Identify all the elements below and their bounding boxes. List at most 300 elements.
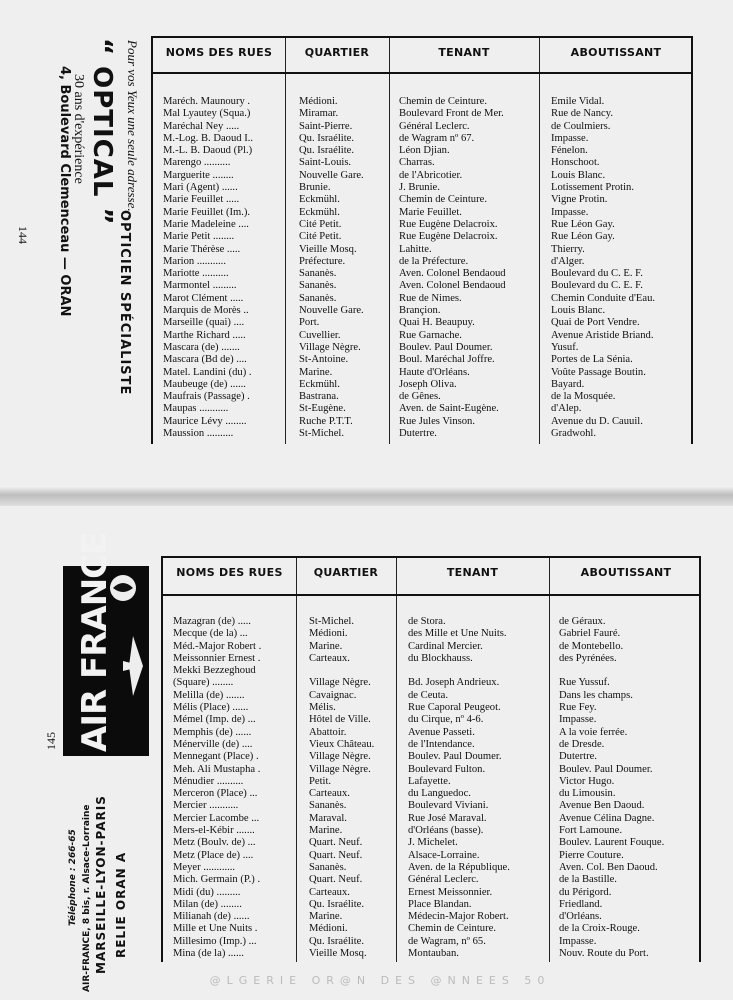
cell-aboutissant: Quai de Port Vendre. <box>551 317 640 329</box>
cell-tenant: Dutertre. <box>399 428 437 440</box>
page-145 <box>0 506 733 1000</box>
table-row <box>153 244 691 256</box>
cell-tenant: Rue Eugène Delacroix. <box>399 231 498 243</box>
cell-tenant: Aven. de la République. <box>408 861 510 873</box>
cell-quartier: Village Nègre. <box>299 341 361 353</box>
table-row <box>163 837 699 849</box>
cell-nom: Maubeuge (de) ...... <box>163 378 246 390</box>
header-quartier: QUARTIER <box>313 566 379 579</box>
table-row <box>163 899 699 911</box>
table-row <box>163 850 699 862</box>
cell-nom: Marie Feuillet ..... <box>163 194 240 206</box>
cell-aboutissant: de la Bastille. <box>559 874 617 886</box>
cell-aboutissant: de Géraux. <box>559 616 606 627</box>
table-row <box>153 330 691 342</box>
cell-nom: Mari (Agent) ...... <box>163 182 238 194</box>
cell-tenant: de Wagram, nº 65. <box>408 935 486 947</box>
cell-quartier: Sananès. <box>299 268 337 280</box>
cell-quartier: Nouvelle Gare. <box>299 169 364 181</box>
cell-nom: Memphis (de) ...... <box>173 726 252 738</box>
cell-nom: Mille et Une Nuits . <box>173 923 258 935</box>
table-row <box>163 887 699 899</box>
table-row <box>153 121 691 133</box>
cell-aboutissant: Boulevard du C. E. F. <box>551 268 643 280</box>
cell-nom: Marguerite ........ <box>163 169 234 181</box>
cell-nom: Matel. Landini (du) . <box>163 366 252 378</box>
cell-aboutissant: Rue Yussuf. <box>559 677 610 689</box>
cell-aboutissant: Avenue Ben Daoud. <box>559 800 645 812</box>
cell-quartier: Eckmühl. <box>299 206 340 218</box>
cell-nom: Marot Clément ..... <box>163 292 244 304</box>
cell-aboutissant: Gradwohl. <box>551 428 597 440</box>
cell-quartier: Vieille Mosq. <box>309 948 367 960</box>
table-row <box>153 231 691 243</box>
cell-nom: Ménerville (de) .... <box>173 738 253 750</box>
cell-aboutissant: Emile Vidal. <box>551 96 605 107</box>
cell-tenant: Boul. Maréchal Joffre. <box>399 354 495 366</box>
cell-quartier: Qu. Israélite. <box>309 898 365 910</box>
cell-tenant: Chemin de Ceinture. <box>399 194 487 206</box>
cell-tenant: Aven. de Saint-Eugène. <box>399 403 499 415</box>
cell-nom: Mennegant (Place) . <box>173 751 259 763</box>
cell-tenant: de l'Intendance. <box>408 738 475 750</box>
cell-aboutissant: Impasse. <box>551 132 589 144</box>
cell-quartier: Sananès. <box>299 280 337 292</box>
cell-quartier: Petit. <box>309 775 332 787</box>
cell-quartier: Vieux Château. <box>309 738 375 750</box>
table-row <box>163 616 699 628</box>
table-row <box>163 800 699 812</box>
cell-aboutissant: Louis Blanc. <box>551 169 606 181</box>
cell-quartier: Sananès. <box>309 800 347 812</box>
cell-aboutissant: Gabriel Fauré. <box>559 628 621 640</box>
cell-quartier: Cavaignac. <box>309 689 357 701</box>
cell-tenant: J. Michelet. <box>408 837 458 849</box>
cell-quartier: Port. <box>299 317 320 329</box>
cell-quartier: Maraval. <box>309 812 347 824</box>
cell-tenant: de Ceuta. <box>408 689 449 701</box>
cell-aboutissant: Rue Léon Gay. <box>551 218 615 230</box>
cell-nom: Mers-el-Kébir ....... <box>173 825 255 837</box>
cell-quartier: Carteaux. <box>309 652 350 664</box>
cell-nom: Maréch. Maunoury . <box>163 96 251 107</box>
cell-quartier: Cité Petit. <box>299 218 342 230</box>
cell-tenant: Boulevard Fulton. <box>408 763 486 775</box>
cell-aboutissant: Yusuf. <box>551 341 579 353</box>
cell-quartier: Miramar. <box>299 108 339 120</box>
table-row <box>153 305 691 317</box>
cell-tenant: Aven. Colonel Bendaoud <box>399 280 506 292</box>
cell-aboutissant: de la Croix-Rouge. <box>559 923 640 935</box>
cell-aboutissant: Dutertre. <box>559 751 597 763</box>
cell-tenant: du Cirque, nº 4-6. <box>408 714 484 726</box>
cell-aboutissant: A la voie ferrée. <box>559 726 628 738</box>
streets-table <box>161 556 701 962</box>
cell-quartier: Village Nègre. <box>309 677 371 689</box>
table-row <box>163 628 699 640</box>
cell-tenant: Rue Jules Vinson. <box>399 415 475 427</box>
cell-tenant: Rue Garnache. <box>399 329 462 341</box>
cell-tenant: d'Orléans (basse). <box>408 825 484 837</box>
table-row <box>153 280 691 292</box>
cell-tenant: Ernest Meissonnier. <box>408 886 493 898</box>
cell-nom: Mélis (Place) ...... <box>173 702 249 714</box>
cell-quartier: Mélis. <box>309 702 336 714</box>
page-number: 145 <box>44 732 58 750</box>
cell-nom: Merceron (Place) ... <box>173 788 258 800</box>
cell-tenant: du Languedoc. <box>408 788 471 800</box>
header-noms: NOMS DES RUES <box>176 566 283 579</box>
ad-line2: MARSEILLE-LYON-PARIS <box>94 795 108 974</box>
cell-nom: Milianah (de) ...... <box>173 911 250 923</box>
page-144 <box>0 0 733 486</box>
cell-tenant: Lafayette. <box>408 775 451 787</box>
cell-aboutissant: Aven. Col. Ben Daoud. <box>559 861 658 873</box>
cell-aboutissant: Rue Léon Gay. <box>551 231 615 243</box>
table-row <box>153 157 691 169</box>
cell-quartier: Vieille Mosq. <box>299 243 357 255</box>
table-row <box>163 923 699 935</box>
cell-aboutissant: Fort Lamoune. <box>559 825 622 837</box>
cell-aboutissant: Thierry. <box>551 243 585 255</box>
cell-quartier: Abattoir. <box>309 726 347 738</box>
cell-tenant: de Wagram nº 67. <box>399 132 475 144</box>
cell-quartier: Marine. <box>309 640 343 652</box>
cell-nom: Marmontel ......... <box>163 280 237 292</box>
table-row <box>153 207 691 219</box>
cell-nom: Meissonnier Ernest . <box>173 652 261 664</box>
table-row <box>163 862 699 874</box>
cell-tenant: Place Blandan. <box>408 898 472 910</box>
cell-tenant: Rue Eugène Delacroix. <box>399 218 498 230</box>
table-row <box>153 133 691 145</box>
cell-tenant: Marie Feuillet. <box>399 206 462 218</box>
cell-tenant: Chemin de Ceinture. <box>408 923 496 935</box>
cell-nom: Meyer ............ <box>173 861 236 873</box>
table-row <box>153 145 691 157</box>
cell-tenant: de Stora. <box>408 616 446 627</box>
cell-quartier: Médioni. <box>309 628 348 640</box>
cell-quartier: Cité Petit. <box>299 231 342 243</box>
cell-nom: Mecque (de la) ... <box>173 628 248 640</box>
cell-aboutissant: de la Mosquée. <box>551 391 616 403</box>
page-fold <box>0 486 733 506</box>
table-row <box>163 727 699 739</box>
cell-tenant: Général Leclerc. <box>408 874 479 886</box>
cell-nom: Maussion .......... <box>163 428 234 440</box>
cell-quartier: Qu. Israélite. <box>309 935 365 947</box>
cell-aboutissant: Louis Blanc. <box>551 305 606 317</box>
cell-tenant: Général Leclerc. <box>399 120 470 132</box>
table-row <box>163 776 699 788</box>
cell-tenant: Rue de Nimes. <box>399 292 462 304</box>
ad-experience: 30 ans d'expérience <box>71 74 86 184</box>
cell-nom: Midi (du) ......... <box>173 886 241 898</box>
cell-tenant: Charras. <box>399 157 435 169</box>
header-tenant: TENANT <box>438 46 490 59</box>
cell-nom: M.-Log. B. Daoud I.. <box>163 132 254 144</box>
table-row <box>153 293 691 305</box>
table-row <box>153 170 691 182</box>
table-row <box>153 391 691 403</box>
table-row <box>153 182 691 194</box>
cell-nom: Mazagran (de) ..... <box>173 616 251 627</box>
ad-brand: “ OPTICAL ” <box>87 38 117 226</box>
cell-quartier: Nouvelle Gare. <box>299 305 364 317</box>
cell-nom: Meh. Ali Mustapha . <box>173 763 261 775</box>
table-row <box>163 788 699 800</box>
cell-tenant: du Blockhauss. <box>408 652 473 664</box>
cell-aboutissant: du Périgord. <box>559 886 612 898</box>
cell-aboutissant: Boulevard du C. E. F. <box>551 280 643 292</box>
cell-quartier: Quart. Neuf. <box>309 874 363 886</box>
cell-quartier: Qu. Israélite. <box>299 132 355 144</box>
cell-tenant: Rue Caporal Peugeot. <box>408 702 501 714</box>
ad-phone: Téléphone : 266-65 <box>68 829 78 926</box>
cell-nom: M.-L. B. Daoud (Pl.) <box>163 145 253 157</box>
cell-tenant: Cardinal Mercier. <box>408 640 483 652</box>
table-row <box>163 813 699 825</box>
cell-tenant: Rue José Maraval. <box>408 812 487 824</box>
cell-quartier: St-Eugène. <box>299 403 346 415</box>
cell-aboutissant: des Pyrénées. <box>559 652 617 664</box>
cell-quartier: Préfecture. <box>299 255 346 267</box>
cell-quartier: Eckmühl. <box>299 194 340 206</box>
cell-nom: Marie Petit ........ <box>163 231 235 243</box>
cell-quartier: Brunie. <box>299 182 331 194</box>
cell-tenant: Avenue Passeti. <box>408 726 475 738</box>
cell-quartier: St-Michel. <box>299 428 345 440</box>
cell-aboutissant: Boulev. Laurent Fouque. <box>559 837 665 849</box>
table-row <box>153 194 691 206</box>
cell-nom: Marion ........... <box>163 255 226 267</box>
cell-tenant: Quai H. Beaupuy. <box>399 317 475 329</box>
table-row <box>153 317 691 329</box>
table-row <box>163 677 699 689</box>
header-noms: NOMS DES RUES <box>165 46 273 59</box>
cell-aboutissant: Lotissement Protin. <box>551 182 634 194</box>
table-row <box>153 379 691 391</box>
cell-nom: Metz (Boulv. de) ... <box>173 837 256 849</box>
cell-aboutissant: Pierre Couture. <box>559 849 624 861</box>
cell-nom: Marquis de Morès .. <box>163 305 249 317</box>
table-row <box>153 354 691 366</box>
cell-quartier: St-Antoine. <box>299 354 349 366</box>
table-row <box>163 948 699 960</box>
cell-tenant: Joseph Oliva. <box>399 378 457 390</box>
cell-tenant: de la Préfecture. <box>399 255 469 267</box>
table-row <box>153 403 691 415</box>
cell-aboutissant: d'Alger. <box>551 255 585 267</box>
cell-aboutissant: de Dresde. <box>559 738 605 750</box>
cell-quartier: Bastrana. <box>299 391 339 403</box>
page-number: 144 <box>16 226 30 244</box>
cell-nom: Marie Thérèse ..... <box>163 243 241 255</box>
cell-quartier: Cuvellier. <box>299 329 341 341</box>
cell-tenant: Médecin-Major Robert. <box>408 911 509 923</box>
ad-line1: Pour vos Yeux une seule adresse... <box>125 40 140 219</box>
cell-nom: Mariotte .......... <box>163 268 229 280</box>
cell-tenant: des Mille et Une Nuits. <box>408 628 507 640</box>
cell-quartier: Saint-Louis. <box>299 157 352 169</box>
table-row <box>163 911 699 923</box>
streets-table <box>151 36 693 444</box>
cell-tenant: Chemin de Ceinture. <box>399 96 487 107</box>
cell-aboutissant: Nouv. Route du Port. <box>559 948 649 960</box>
cell-quartier: Médioni. <box>299 96 338 107</box>
cell-tenant: Haute d'Orléans. <box>399 366 470 378</box>
cell-quartier: Marine. <box>309 825 343 837</box>
cell-aboutissant: Rue de Nancy. <box>551 108 613 120</box>
cell-tenant: Bd. Joseph Andrieux. <box>408 677 500 689</box>
ad-address: 4, Boulevard Clemenceau — ORAN <box>57 66 72 317</box>
cell-nom: Mina (de la) ...... <box>173 948 244 960</box>
cell-tenant: Lahitte. <box>399 243 432 255</box>
cell-tenant: de Gênes. <box>399 391 441 403</box>
cell-nom: Marengo .......... <box>163 157 231 169</box>
table-row <box>153 256 691 268</box>
table-row <box>153 268 691 280</box>
table-row <box>163 936 699 948</box>
cell-quartier: Carteaux. <box>309 788 350 800</box>
cell-aboutissant: Chemin Conduite d'Eau. <box>551 292 656 304</box>
table-body <box>153 96 691 440</box>
cell-aboutissant: Rue Fey. <box>559 702 597 714</box>
cell-aboutissant: Bayard. <box>551 378 585 390</box>
cell-quartier: Marine. <box>299 366 333 378</box>
table-row <box>163 702 699 714</box>
cell-aboutissant: du Limousin. <box>559 788 616 800</box>
cell-aboutissant: Impasse. <box>559 935 597 947</box>
cell-aboutissant: Boulev. Paul Doumer. <box>559 763 653 775</box>
cell-nom: Mémel (Imp. de) ... <box>173 714 256 726</box>
header-aboutissant: ABOUTISSANT <box>580 566 672 579</box>
ad-tagline: OPTICIEN SPÉCIALISTE <box>117 210 132 396</box>
cell-quartier: Qu. Israélite. <box>299 145 355 157</box>
cell-nom: Maréchal Ney ..... <box>163 120 240 132</box>
table-row <box>163 751 699 763</box>
cell-nom: Maufrais (Passage) . <box>163 391 250 403</box>
cell-quartier: Village Nègre. <box>309 763 371 775</box>
header-tenant: TENANT <box>446 566 499 579</box>
table-row <box>163 714 699 726</box>
cell-quartier: Marine. <box>309 911 343 923</box>
cell-quartier: Saint-Pierre. <box>299 120 353 132</box>
cell-aboutissant: de Coulmiers. <box>551 120 611 132</box>
cell-nom: Mich. Germain (P.) . <box>173 874 261 886</box>
cell-quartier: Médioni. <box>309 923 348 935</box>
cell-quartier: St-Michel. <box>309 616 355 627</box>
cell-aboutissant: Impasse. <box>559 714 597 726</box>
table-row <box>163 764 699 776</box>
cell-nom: Mascara (de) ....... <box>163 341 240 353</box>
cell-tenant: Boulevard Viviani. <box>408 800 489 812</box>
cell-nom: Ménudier .......... <box>173 775 244 787</box>
cell-nom: Marie Feuillet (Im.). <box>163 206 251 218</box>
table-row <box>153 416 691 428</box>
cell-tenant: Brançion. <box>399 305 441 317</box>
cell-tenant: Léon Djian. <box>399 145 450 157</box>
cell-aboutissant: Impasse. <box>551 206 589 218</box>
cell-aboutissant: de Montebello. <box>559 640 624 652</box>
cell-quartier: Eckmühl. <box>299 378 340 390</box>
table-row <box>163 739 699 751</box>
cell-aboutissant: Fénelon. <box>551 145 588 157</box>
cell-nom: Mascara (Bd de) .... <box>163 354 247 366</box>
cell-tenant: Boulevard Front de Mer. <box>399 108 504 120</box>
cell-nom: Millesimo (Imp.) ... <box>173 935 257 947</box>
cell-nom: (Square) ........ <box>173 677 234 689</box>
table-row <box>163 690 699 702</box>
cell-tenant: J. Brunie. <box>399 182 440 194</box>
cell-nom: Metz (Place de) .... <box>173 849 254 861</box>
table-row <box>153 428 691 440</box>
cell-nom: Mal Lyautey (Squa.) <box>163 108 251 120</box>
cell-aboutissant: Portes de La Sénia. <box>551 354 633 366</box>
cell-quartier: Hôtel de Ville. <box>309 714 371 726</box>
cell-tenant: de l'Abricotier. <box>399 169 463 181</box>
cell-nom: Milan (de) ........ <box>173 898 242 910</box>
air-france-logo-box <box>63 532 149 756</box>
table-row <box>163 653 699 665</box>
header-aboutissant: ABOUTISSANT <box>570 46 662 59</box>
cell-nom: Méd.-Major Robert . <box>173 640 262 652</box>
cell-tenant: Boulev. Paul Doumer. <box>399 341 493 353</box>
cell-quartier: Quart. Neuf. <box>309 849 363 861</box>
ad-line1: RELIE ORAN A <box>114 851 128 958</box>
ad-address: AIR-FRANCE, 8 bis, r. Alsace-Lorraine <box>82 804 92 992</box>
cell-quartier: Village Nègre. <box>309 751 371 763</box>
cell-tenant: Alsace-Lorraine. <box>408 849 480 861</box>
cell-aboutissant: Avenue Aristide Briand. <box>551 329 654 341</box>
cell-nom: Melilla (de) ....... <box>173 689 245 701</box>
cell-tenant: Aven. Colonel Bendaoud <box>399 268 506 280</box>
cell-nom: Mercier Lacombe ... <box>173 812 260 824</box>
cell-aboutissant: Avenue du D. Cauuil. <box>551 415 643 427</box>
cell-quartier: Sananès. <box>299 292 337 304</box>
cell-aboutissant: Honschoot. <box>551 157 600 169</box>
table-row <box>153 96 691 108</box>
cell-nom: Marseille (quai) .... <box>163 317 245 329</box>
table-row <box>153 108 691 120</box>
watermark-footer: @LGERIE OR@N DES @NNEES 50 <box>209 974 551 987</box>
cell-quartier: Sananès. <box>309 861 347 873</box>
table-row <box>153 342 691 354</box>
cell-aboutissant: d'Orléans. <box>559 911 602 923</box>
table-row <box>163 665 699 677</box>
header-quartier: QUARTIER <box>304 46 370 59</box>
cell-aboutissant: Friedland. <box>559 898 603 910</box>
cell-aboutissant: Avenue Célina Dagne. <box>559 812 655 824</box>
table-row <box>163 825 699 837</box>
cell-quartier: Ruche P.T.T. <box>299 415 353 427</box>
cell-nom: Maupas ........... <box>163 403 229 415</box>
table-row <box>163 641 699 653</box>
cell-nom: Maurice Lévy ........ <box>163 415 247 427</box>
cell-aboutissant: Dans les champs. <box>559 689 633 701</box>
cell-aboutissant: Victor Hugo. <box>559 775 615 787</box>
cell-tenant: Montauban. <box>408 948 459 960</box>
cell-aboutissant: Voûte Passage Boutin. <box>551 366 646 378</box>
cell-tenant: Boulev. Paul Doumer. <box>408 751 502 763</box>
cell-aboutissant: Vigne Protin. <box>551 194 608 206</box>
cell-quartier: Carteaux. <box>309 886 350 898</box>
cell-nom: Marthe Richard ..... <box>163 329 246 341</box>
table-body <box>163 616 699 960</box>
table-row <box>153 367 691 379</box>
cell-aboutissant: d'Alep. <box>551 403 582 415</box>
cell-nom: Marie Madeleine .... <box>163 218 249 230</box>
